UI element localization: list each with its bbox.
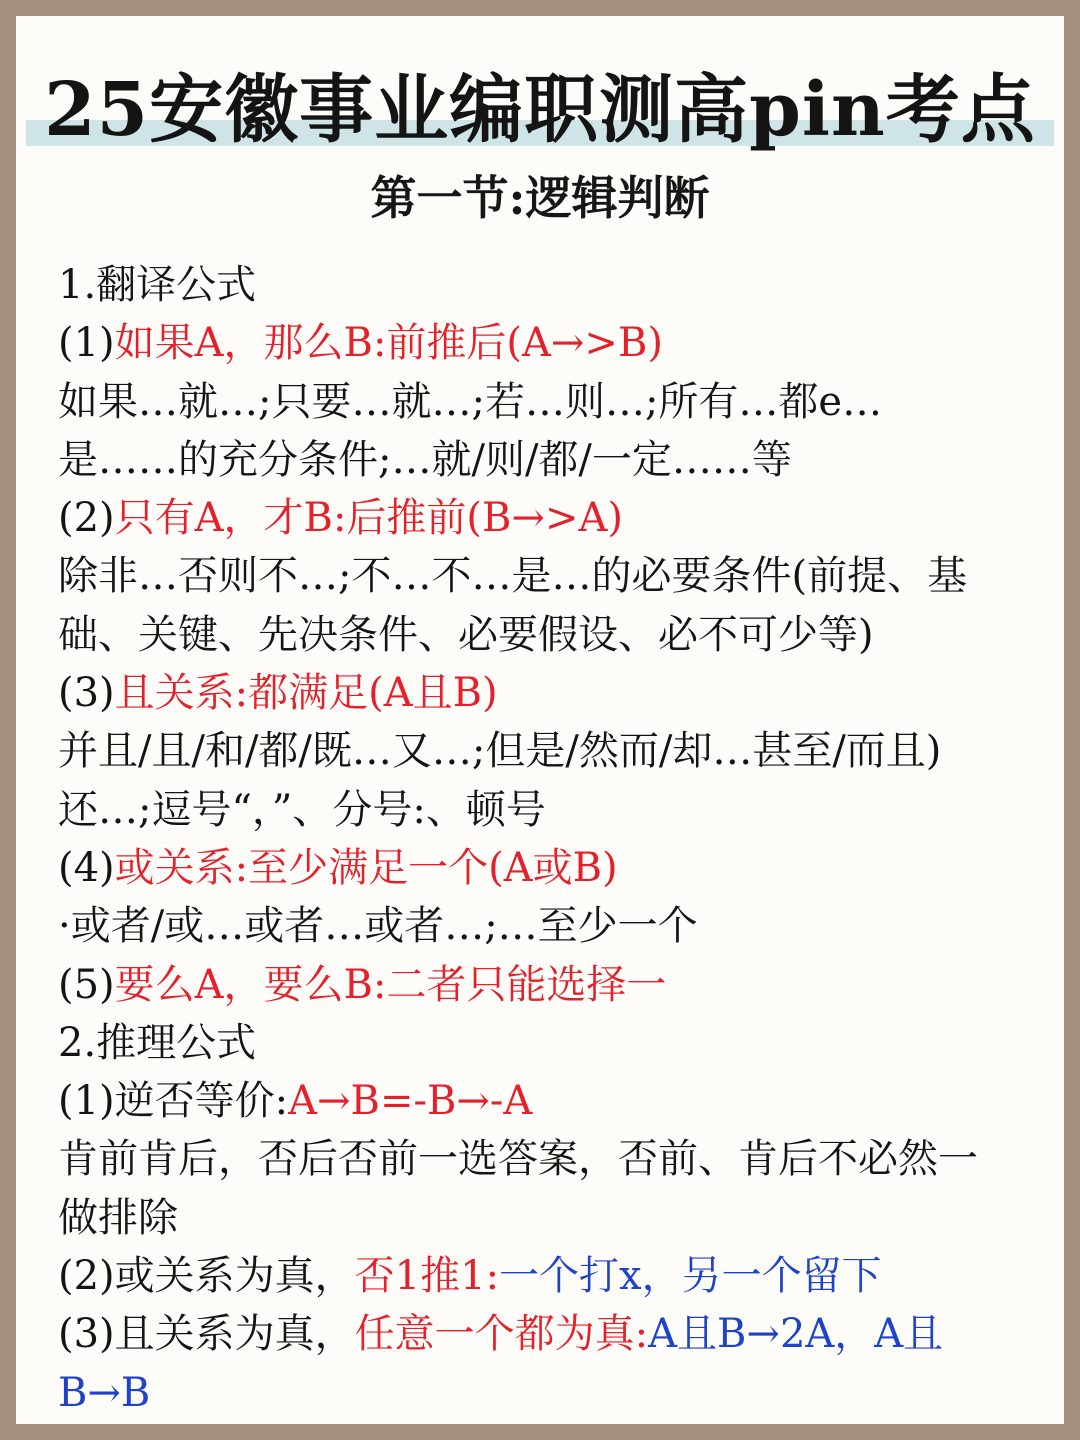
note-line — [58, 606, 1038, 664]
note-line — [58, 839, 1038, 897]
note-line — [58, 1189, 1038, 1247]
title-block — [16, 68, 1064, 152]
note-line — [58, 781, 1038, 839]
note-text-red: 如果A，那么B:前推后(A→>B) — [114, 320, 663, 367]
section-subtitle: 第一节:逻辑判断 — [370, 171, 710, 225]
note-text-dark: 1.翻译公式 — [58, 262, 257, 308]
note-text-dark: (2) — [58, 495, 115, 542]
note-line — [58, 1014, 1038, 1072]
note-text-dark: (2)或关系为真， — [58, 1253, 355, 1300]
note-line — [58, 1247, 1038, 1305]
note-text-red: 或关系:至少满足一个(A或B) — [114, 844, 618, 891]
note-text-dark: (3)且关系为真， — [58, 1311, 355, 1358]
note-text-red: 要么A，要么B:二者只能选择一 — [114, 961, 667, 1008]
note-line — [58, 1364, 1038, 1422]
note-text-dark: 础、关键、先决条件、必要假设、必不可少等) — [58, 611, 874, 658]
note-text-dark: 并且/且/和/都/既…又…;但是/然而/却…甚至/而且) — [58, 728, 942, 775]
note-line — [58, 1072, 1038, 1130]
note-line — [58, 722, 1038, 780]
note-text-dark: 肯前肯后，否后否前一选答案，否前、肯后不必然一 — [58, 1136, 978, 1183]
note-line — [58, 431, 1038, 489]
note-line — [58, 314, 1038, 372]
page-title-text: 25安徽事业编职测高pin考点 — [44, 67, 1036, 153]
note-line — [58, 489, 1038, 547]
note-line — [58, 897, 1038, 955]
note-text-dark: (4) — [58, 844, 115, 891]
note-text-dark: 还…;逗号“，”、分号:、顿号 — [58, 786, 546, 833]
page-title — [32, 68, 1048, 152]
note-text-dark: (1)逆否等价: — [58, 1078, 289, 1125]
note-text-dark: ·或者/或…或者…或者…;…至少一个 — [58, 903, 698, 950]
note-text-red: A→B=-B→-A — [288, 1078, 533, 1125]
note-line — [58, 664, 1038, 722]
note-line — [58, 1130, 1038, 1188]
note-text-red: 只有A，才B:后推前(B→>A) — [114, 495, 623, 542]
note-text-red: 任意一个都为真: — [354, 1311, 649, 1358]
note-text-dark: (1) — [58, 320, 115, 367]
note-text-dark: (3) — [58, 670, 115, 717]
note-line — [58, 1305, 1038, 1363]
note-text-blue: A且B→2A，A且 — [648, 1311, 944, 1358]
note-text-red: 且关系:都满足(A且B) — [114, 670, 498, 717]
note-text-dark: 2.推理公式 — [58, 1019, 257, 1066]
note-text-blue: B→B — [58, 1369, 151, 1416]
note-text-dark: 除非…否则不…;不…不…是…的必要条件(前提、基 — [58, 553, 968, 600]
note-line — [58, 956, 1038, 1014]
note-text-dark: 如果…就…;只要…就…;若…则…;所有…都e… — [58, 378, 883, 425]
note-text-dark: 做排除 — [58, 1194, 178, 1241]
note-text-red: 否1推1: — [354, 1253, 500, 1300]
notes-body — [58, 256, 1038, 1422]
note-text-dark: (5) — [58, 961, 115, 1008]
note-line — [58, 256, 1038, 314]
note-text-dark: 是……的充分条件;…就/则/都/一定……等 — [58, 436, 792, 483]
note-line — [58, 547, 1038, 605]
note-line — [58, 373, 1038, 431]
note-text-blue: 一个打x，另一个留下 — [499, 1253, 882, 1300]
note-card — [16, 16, 1064, 1424]
